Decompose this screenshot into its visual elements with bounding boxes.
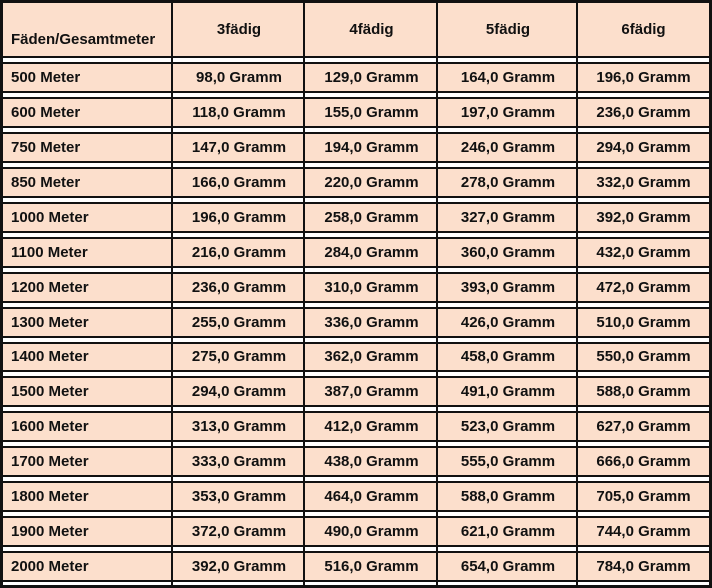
gram-value: 147,0 Gramm bbox=[191, 138, 287, 156]
gram-value: 654,0 Gramm bbox=[460, 558, 556, 576]
row-label: 1600 Meter bbox=[11, 418, 89, 436]
gram-value: 392,0 Gramm bbox=[191, 558, 287, 576]
row-label: 1000 Meter bbox=[11, 208, 89, 226]
gram-value: 412,0 Gramm bbox=[324, 418, 419, 436]
gram-value: 550,0 Gramm bbox=[596, 348, 691, 366]
gram-value: 216,0 Gramm bbox=[191, 243, 287, 261]
header-5faedig: 5fädig bbox=[485, 21, 531, 38]
gram-value: 666,0 Gramm bbox=[596, 453, 691, 471]
gram-value: 588,0 Gramm bbox=[460, 488, 556, 506]
gram-value: 310,0 Gramm bbox=[324, 278, 419, 296]
gram-value: 294,0 Gramm bbox=[191, 383, 287, 401]
gram-value: 129,0 Gramm bbox=[324, 68, 419, 86]
table-row bbox=[3, 342, 709, 373]
gram-value: 523,0 Gramm bbox=[460, 418, 556, 436]
gram-value: 196,0 Gramm bbox=[596, 68, 691, 86]
table-row bbox=[3, 446, 709, 477]
gram-value: 220,0 Gramm bbox=[324, 173, 419, 191]
gram-value: 336,0 Gramm bbox=[324, 313, 419, 331]
table-row bbox=[3, 516, 709, 547]
gram-value: 491,0 Gramm bbox=[460, 383, 556, 401]
gram-value: 555,0 Gramm bbox=[460, 453, 556, 471]
header-6faedig: 6fädig bbox=[621, 21, 666, 38]
table-row bbox=[3, 167, 709, 198]
gram-value: 744,0 Gramm bbox=[596, 523, 691, 541]
gram-value: 392,0 Gramm bbox=[596, 208, 691, 226]
header-4faedig: 4fädig bbox=[349, 21, 394, 38]
row-label: 1700 Meter bbox=[11, 453, 89, 471]
gram-value: 332,0 Gramm bbox=[596, 173, 691, 191]
table-body bbox=[3, 58, 709, 582]
row-label: 1300 Meter bbox=[11, 313, 89, 331]
gram-value: 387,0 Gramm bbox=[324, 383, 419, 401]
gram-value: 784,0 Gramm bbox=[596, 558, 691, 576]
gram-value: 196,0 Gramm bbox=[191, 208, 287, 226]
row-label: 1100 Meter bbox=[11, 243, 88, 261]
gram-value: 155,0 Gramm bbox=[324, 103, 419, 121]
gram-value: 118,0 Gramm bbox=[192, 103, 286, 121]
gram-value: 236,0 Gramm bbox=[596, 103, 691, 121]
gram-value: 194,0 Gramm bbox=[324, 138, 419, 156]
gram-value: 510,0 Gramm bbox=[596, 313, 691, 331]
gram-value: 472,0 Gramm bbox=[596, 278, 691, 296]
table-row bbox=[3, 551, 709, 582]
column-separator bbox=[436, 3, 438, 585]
gram-value: 490,0 Gramm bbox=[324, 523, 419, 541]
table-row bbox=[3, 411, 709, 442]
header-row bbox=[3, 3, 709, 58]
gram-value: 333,0 Gramm bbox=[191, 453, 287, 471]
gram-value: 236,0 Gramm bbox=[191, 278, 287, 296]
row-label: 500 Meter bbox=[11, 68, 81, 86]
table-row bbox=[3, 62, 709, 93]
row-label: 850 Meter bbox=[11, 173, 81, 191]
row-label: 750 Meter bbox=[11, 138, 81, 156]
gram-value: 458,0 Gramm bbox=[460, 348, 556, 366]
gram-value: 278,0 Gramm bbox=[460, 173, 556, 191]
header-faeden-gesamtmeter: Fäden/Gesamtmeter bbox=[11, 31, 156, 48]
gram-value: 621,0 Gramm bbox=[460, 523, 556, 541]
row-label: 1500 Meter bbox=[11, 383, 89, 401]
table-row bbox=[3, 237, 709, 268]
gram-value: 372,0 Gramm bbox=[191, 523, 287, 541]
column-separator bbox=[171, 3, 173, 585]
column-separator bbox=[576, 3, 578, 585]
gram-value: 164,0 Gramm bbox=[460, 68, 556, 86]
column-separator bbox=[303, 3, 305, 585]
gram-value: 438,0 Gramm bbox=[324, 453, 419, 471]
table-row bbox=[3, 307, 709, 338]
gram-value: 255,0 Gramm bbox=[191, 313, 287, 331]
gram-value: 353,0 Gramm bbox=[191, 488, 287, 506]
header-3faedig: 3fädig bbox=[216, 21, 262, 38]
gram-value: 588,0 Gramm bbox=[596, 383, 691, 401]
gram-value: 432,0 Gramm bbox=[596, 243, 691, 261]
gram-value: 705,0 Gramm bbox=[596, 488, 691, 506]
gram-value: 258,0 Gramm bbox=[324, 208, 419, 226]
gram-value: 426,0 Gramm bbox=[460, 313, 556, 331]
table-row bbox=[3, 481, 709, 512]
gram-value: 284,0 Gramm bbox=[324, 243, 419, 261]
gram-value: 275,0 Gramm bbox=[191, 348, 287, 366]
gram-value: 98,0 Gramm bbox=[196, 68, 282, 86]
row-label: 1900 Meter bbox=[11, 523, 89, 541]
table-row bbox=[3, 272, 709, 303]
row-label: 600 Meter bbox=[11, 103, 81, 121]
row-label: 2000 Meter bbox=[11, 558, 89, 576]
gram-value: 197,0 Gramm bbox=[460, 103, 556, 121]
gram-value: 327,0 Gramm bbox=[460, 208, 556, 226]
gram-value: 393,0 Gramm bbox=[460, 278, 556, 296]
table-row bbox=[3, 132, 709, 163]
gram-value: 362,0 Gramm bbox=[324, 348, 419, 366]
row-label: 1200 Meter bbox=[11, 278, 89, 296]
table-row bbox=[3, 376, 709, 407]
gram-value: 313,0 Gramm bbox=[191, 418, 287, 436]
gram-value: 166,0 Gramm bbox=[191, 173, 287, 191]
row-label: 1800 Meter bbox=[11, 488, 89, 506]
table-row bbox=[3, 202, 709, 233]
row-label: 1400 Meter bbox=[11, 348, 89, 366]
gram-value: 627,0 Gramm bbox=[596, 418, 691, 436]
gram-value: 516,0 Gramm bbox=[324, 558, 419, 576]
gram-value: 246,0 Gramm bbox=[460, 138, 556, 156]
gram-value: 294,0 Gramm bbox=[596, 138, 691, 156]
gram-value: 464,0 Gramm bbox=[324, 488, 419, 506]
gram-value: 360,0 Gramm bbox=[460, 243, 556, 261]
table-row bbox=[3, 97, 709, 128]
